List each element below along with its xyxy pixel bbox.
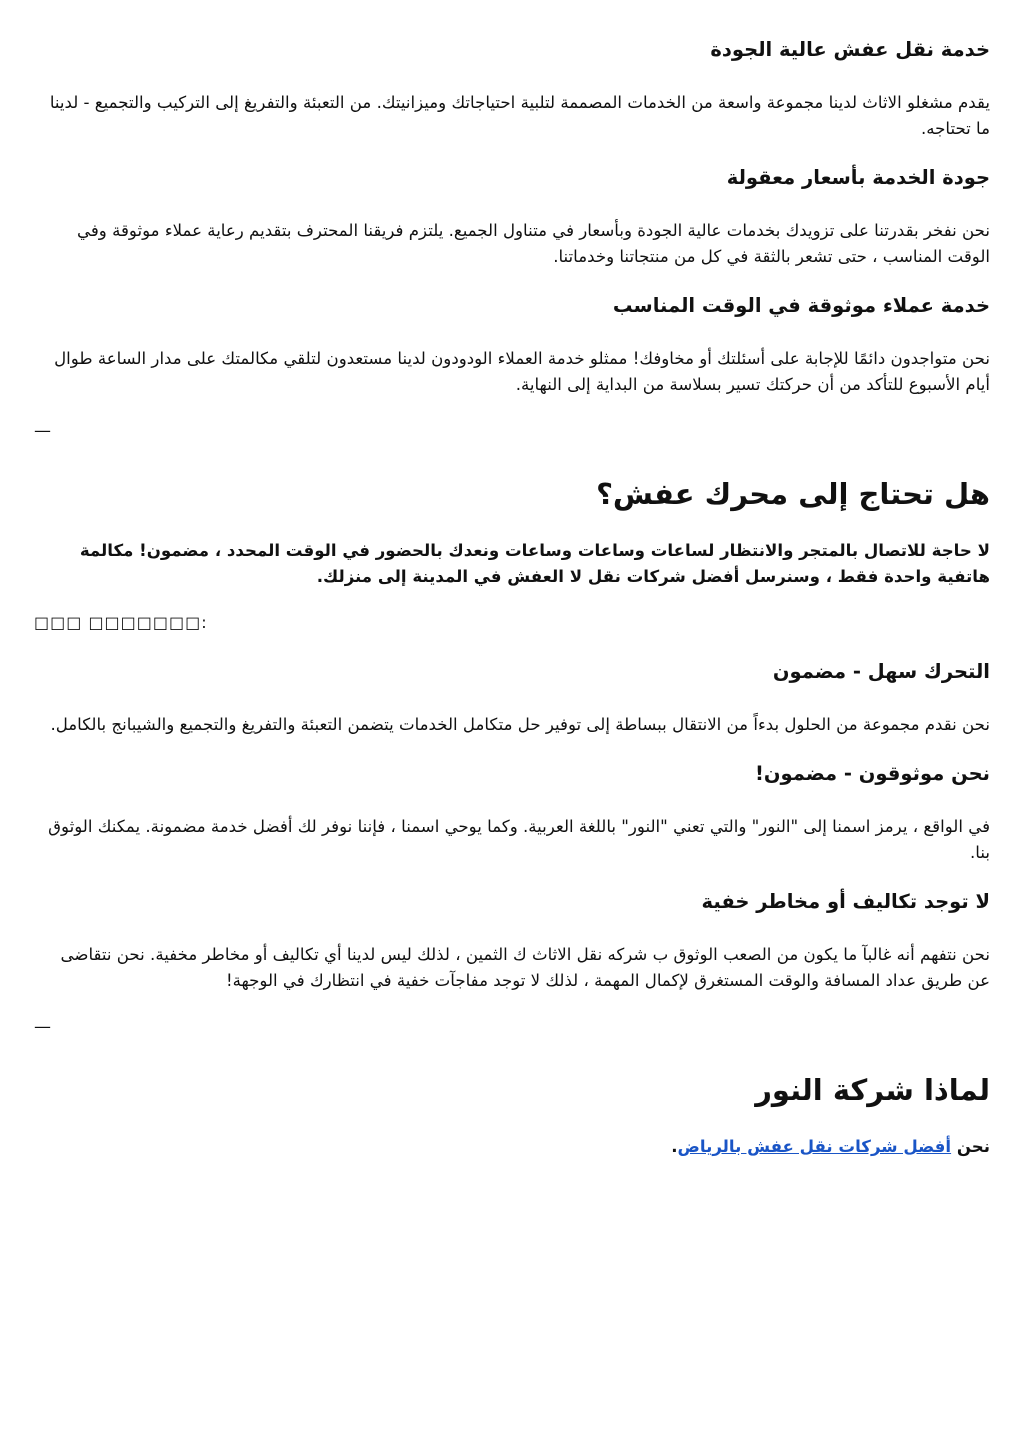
section-heading-reliable-support: خدمة عملاء موثوقة في الوقت المناسب bbox=[612, 294, 990, 317]
section-body-affordable-prices: نحن نفخر بقدرتنا على تزويدك بخدمات عالية الجودة وبأسعار في متناول الجميع. يلتزم فريقنا المحترف بتقديم رعاية عملاء موثوقة وفي الوقت المناسب ، حتى تشعر بالثقة في كل من منتجاتنا وخدماتنا. bbox=[77, 221, 990, 266]
feature-heading-no-hidden-costs: لا توجد تكاليف أو مخاطر خفية bbox=[701, 890, 990, 913]
feature-heading-trusted: نحن موثوقون - مضمون! bbox=[755, 762, 990, 785]
section-heading-affordable-prices: جودة الخدمة بأسعار معقولة bbox=[726, 166, 990, 189]
feature-body-trusted: في الواقع ، يرمز اسمنا إلى "النور" والتي تعني "النور" باللغة العربية. وكما يوحي اسمنا ، فإننا نوفر لك أفضل خدمة مضمونة. يمكنك الوثوق بنا. bbox=[48, 817, 990, 862]
section-body-quality-service: يقدم مشغلو الاثاث لدينا مجموعة واسعة من الخدمات المصممة لتلبية احتياجاتك وميزانيتك. من التعبئة والتفريغ إلى التركيب والتجميع - لدينا ما تحتاجه. bbox=[49, 93, 990, 138]
why-us-suffix: . bbox=[671, 1137, 678, 1156]
why-us-heading: لماذا شركة النور bbox=[755, 1073, 990, 1107]
why-us-line bbox=[34, 1134, 990, 1160]
divider-dash: — bbox=[34, 421, 51, 441]
garbled-label: □□□ □□□□□□□: bbox=[34, 613, 208, 632]
why-us-prefix: نحن bbox=[951, 1137, 990, 1156]
need-mover-intro: لا حاجة للاتصال بالمتجر والانتظار لساعات وساعات وساعات ونعدك بالحضور في الوقت المحدد ، مضمون! مكالمة هاتفية واحدة فقط ، وسنرسل أفضل شركات نقل لا العفش في المدينة إلى منزلك. bbox=[79, 541, 990, 586]
best-movers-riyadh-link[interactable]: أفضل شركات نقل عفش بالرياض bbox=[677, 1137, 952, 1156]
need-mover-heading: هل تحتاج إلى محرك عفش؟ bbox=[596, 477, 990, 511]
feature-body-easy-move: نحن نقدم مجموعة من الحلول بدءاً من الانتقال ببساطة إلى توفير حل متكامل الخدمات يتضمن التعبئة والتفريغ والتجميع والشيبانج بالكامل. bbox=[50, 715, 990, 734]
feature-heading-easy-move: التحرك سهل - مضمون bbox=[772, 660, 990, 683]
section-body-reliable-support: نحن متواجدون دائمًا للإجابة على أسئلتك أو مخاوفك! ممثلو خدمة العملاء الودودون لدينا مستعدون لتلقي مكالمتك على مدار الساعة طوال أيام الأسبوع للتأكد من أن حركتك تسير بسلاسة من البداية إلى النهاية. bbox=[54, 349, 990, 394]
divider-dash-2: — bbox=[34, 1017, 51, 1037]
section-heading-quality-service: خدمة نقل عفش عالية الجودة bbox=[710, 38, 990, 61]
feature-body-no-hidden-costs: نحن نتفهم أنه غالبآ ما يكون من الصعب الوثوق ب شركه نقل الاثاث ك الثمين ، لذلك ليس لدينا أي تكاليف أو مخاطر مخفية. نحن نتقاضى عن طريق عداد المسافة والوقت المستغرق لإكمال المهمة ، لذلك لا توجد مفاجآت خفية في انتظارك في الوجهة! bbox=[60, 945, 990, 990]
